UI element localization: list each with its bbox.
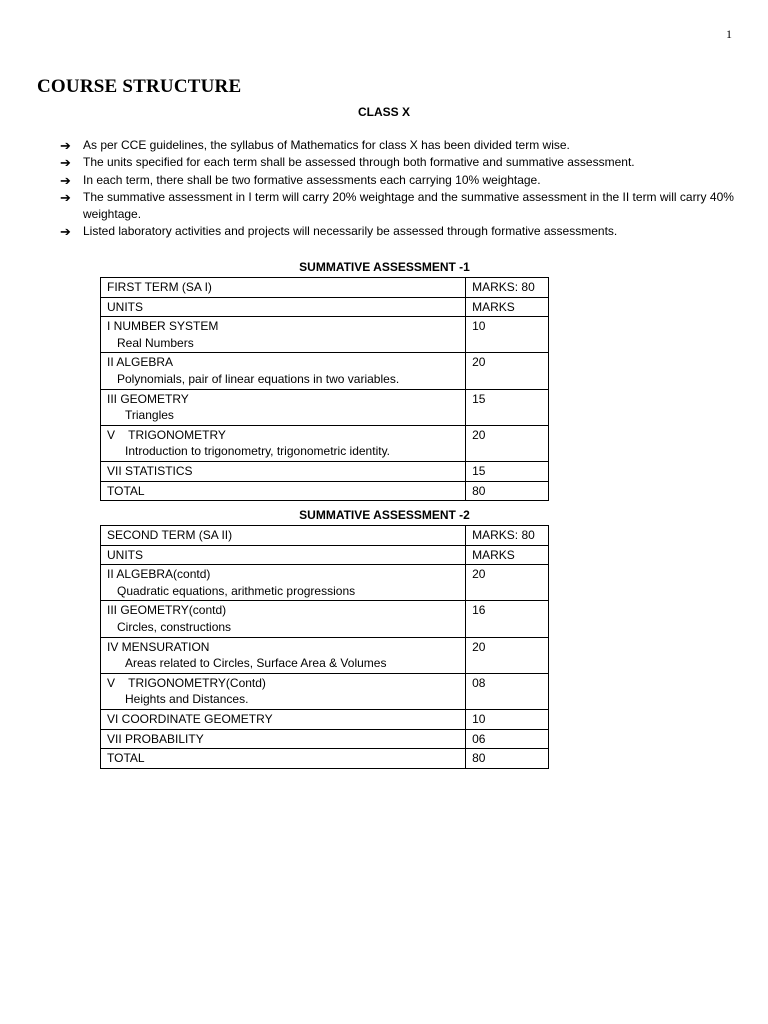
unit-topic: Areas related to Circles, Surface Area & Volumes <box>125 656 387 671</box>
list-item <box>60 154 735 171</box>
arrow-bullet-icon: ➔ <box>60 224 71 240</box>
table-row <box>101 709 549 729</box>
table-row <box>101 526 549 546</box>
marks-cell: 08 <box>466 673 549 709</box>
total-label: TOTAL <box>101 481 466 501</box>
table-row <box>101 389 549 425</box>
marks-cell: 20 <box>466 637 549 673</box>
total-marks: 80 <box>466 481 549 501</box>
list-item <box>60 137 735 154</box>
units-header: UNITS <box>101 297 466 317</box>
marks-header: MARKS <box>466 545 549 565</box>
unit-cell: VII STATISTICS <box>101 461 466 481</box>
marks-cell: 16 <box>466 601 549 637</box>
bullet-text: In each term, there shall be two formative assessments each carrying 10% weightage. <box>83 172 541 187</box>
marks-cell: 20 <box>466 565 549 601</box>
table-row <box>101 461 549 481</box>
marks-cell: 06 <box>466 729 549 749</box>
marks-cell: 10 <box>466 709 549 729</box>
unit-cell: VI COORDINATE GEOMETRY <box>101 709 466 729</box>
arrow-bullet-icon: ➔ <box>60 155 71 171</box>
bullet-text: Listed laboratory activities and projects will necessarily be assessed through formative assessments. <box>83 224 618 239</box>
unit-cell <box>101 565 466 601</box>
sa2-heading: SUMMATIVE ASSESSMENT -2 <box>299 508 470 522</box>
arrow-bullet-icon: ➔ <box>60 189 71 205</box>
unit-cell <box>101 637 466 673</box>
unit-topic: Triangles <box>125 408 174 423</box>
unit-topic: Introduction to trigonometry, trigonometric identity. <box>125 444 391 459</box>
marks-cell: 15 <box>466 389 549 425</box>
table-row <box>101 673 549 709</box>
term-marks: MARKS: 80 <box>466 526 549 546</box>
unit-topic: Circles, constructions <box>117 619 232 634</box>
total-label: TOTAL <box>101 749 466 769</box>
table-row <box>101 425 549 461</box>
class-subtitle: CLASS X <box>357 105 410 119</box>
marks-cell: 20 <box>466 425 549 461</box>
marks-cell: 10 <box>466 317 549 353</box>
bullet-text: The summative assessment in I term will carry 20% weightage and the summative assessment in the II term will carry 40% weightage. <box>83 189 734 222</box>
term-label: SECOND TERM (SA II) <box>101 526 466 546</box>
total-marks: 80 <box>466 749 549 769</box>
table-row <box>101 749 549 769</box>
bullet-text: The units specified for each term shall be assessed through both formative and summative assessment. <box>83 155 635 170</box>
unit-name: I NUMBER SYSTEM <box>107 319 219 334</box>
units-header: UNITS <box>101 545 466 565</box>
sa1-table <box>100 277 549 501</box>
list-item <box>60 223 735 240</box>
unit-cell: VII PROBABILITY <box>101 729 466 749</box>
table-row <box>101 297 549 317</box>
marks-header: MARKS <box>466 297 549 317</box>
arrow-bullet-icon: ➔ <box>60 172 71 188</box>
marks-cell: 20 <box>466 353 549 389</box>
unit-topic: Heights and Distances. <box>125 692 249 707</box>
unit-cell <box>101 389 466 425</box>
table-row <box>101 565 549 601</box>
table-row <box>101 317 549 353</box>
table-row <box>101 637 549 673</box>
table-row <box>101 729 549 749</box>
table-row <box>101 278 549 298</box>
bullet-text: As per CCE guidelines, the syllabus of Mathematics for class X has been divided term wise. <box>83 138 570 152</box>
unit-name: III GEOMETRY <box>107 391 189 406</box>
table-row <box>101 601 549 637</box>
unit-name: II ALGEBRA(contd) <box>107 567 211 582</box>
unit-cell <box>101 673 466 709</box>
unit-cell <box>101 353 466 389</box>
table-row <box>101 481 549 501</box>
table-row <box>101 545 549 565</box>
guidelines-list <box>60 137 735 241</box>
page-number: 1 <box>726 27 732 41</box>
unit-name: III GEOMETRY(contd) <box>107 603 227 618</box>
term-label: FIRST TERM (SA I) <box>101 278 466 298</box>
unit-cell <box>101 317 466 353</box>
sa1-heading: SUMMATIVE ASSESSMENT -1 <box>299 260 470 274</box>
page-title: COURSE STRUCTURE <box>37 76 242 97</box>
sa2-table <box>100 525 549 769</box>
arrow-bullet-icon: ➔ <box>60 138 71 153</box>
unit-topic: Real Numbers <box>117 335 194 350</box>
list-item <box>60 189 735 224</box>
unit-name: II ALGEBRA <box>107 355 174 370</box>
term-marks: MARKS: 80 <box>466 278 549 298</box>
list-item <box>60 172 735 189</box>
unit-cell <box>101 601 466 637</box>
table-row <box>101 353 549 389</box>
marks-cell: 15 <box>466 461 549 481</box>
unit-name: IV MENSURATION <box>107 639 210 654</box>
unit-name: V TRIGONOMETRY <box>107 427 226 442</box>
unit-cell <box>101 425 466 461</box>
unit-topic: Polynomials, pair of linear equations in two variables. <box>117 371 400 386</box>
unit-name: V TRIGONOMETRY(Contd) <box>107 675 266 690</box>
unit-topic: Quadratic equations, arithmetic progressions <box>117 583 356 598</box>
